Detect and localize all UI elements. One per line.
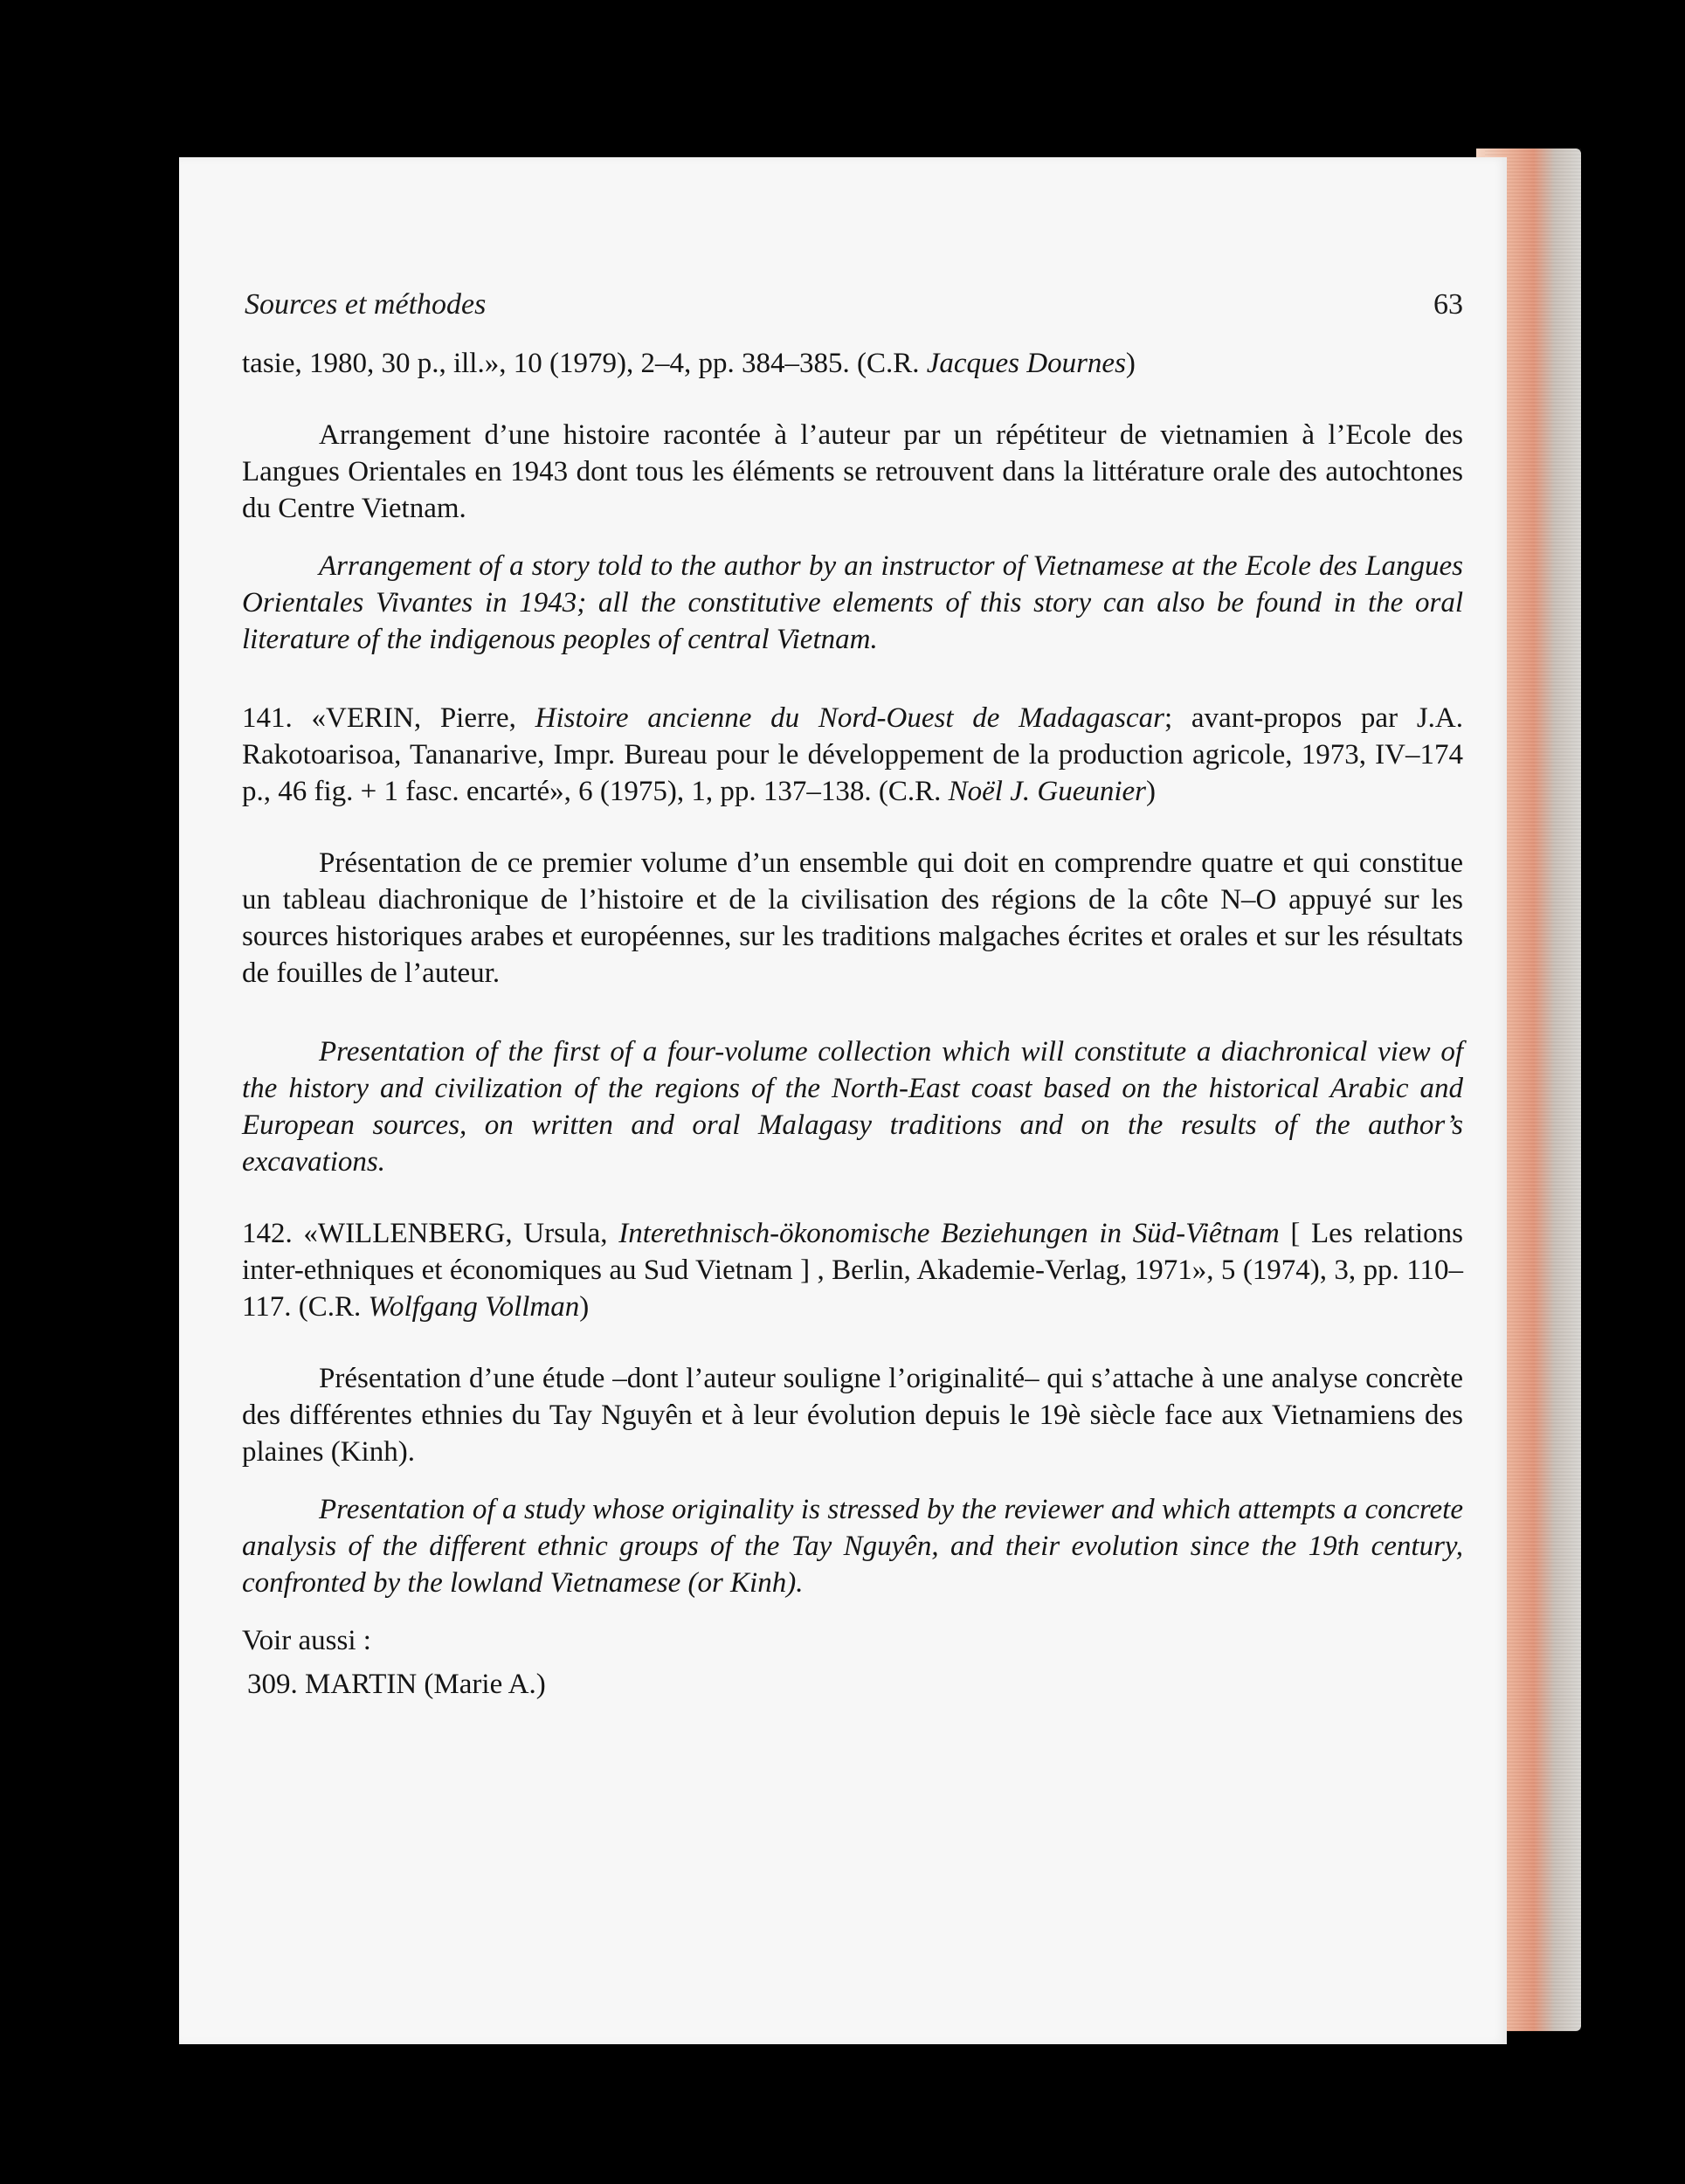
running-title: Sources et méthodes	[245, 288, 487, 321]
summary-english: Arrangement of a story told to the author by an instructor of Vietnamese at the Ecole des Langues Orientales Vivantes in 1943; all the constitutive elements of this story can also be found in the oral literature of the indigenous peoples of central Vietnam.	[242, 550, 1463, 655]
book-title: Histoire ancienne du Nord-Ouest de Madagascar	[535, 702, 1164, 734]
summary-french-142: Présentation d’une étude –dont l’auteur souligne l’originalité– qui s’attache à une analyse concrète des différentes ethnies du Tay Nguyên et à leur évolution depuis le 19è siècle face aux Vietnamiens des plaines (Kinh).	[242, 1363, 1463, 1468]
closing-paren: )	[579, 1291, 590, 1323]
page-body	[242, 345, 1463, 1703]
summary-english-141: Presentation of the first of a four-volume collection which will constitute a diachronical view of the history and civilization of the regions of the North-East coast based on the historical Arabic and European sources, on written and oral Malagasy traditions and on the results of the author’s excavations.	[242, 1036, 1463, 1178]
see-also-label: Voir aussi :	[242, 1625, 371, 1656]
entry-details: ; avant-propos par J.A. Rakotoarisoa, Tananarive, Impr. Bureau pour le développement de la production agricole, 1973, IV–174 p., 46 fig. + 1 fasc. encarté», 6 (1975), 1, pp. 137–138. (C.R.	[242, 702, 1463, 807]
book-page	[179, 157, 1507, 2044]
reviewer-name: Jacques Dournes	[926, 348, 1126, 379]
reviewer-name: Wolfgang Vollman	[368, 1291, 580, 1323]
page-number: 63	[1433, 288, 1463, 321]
entry-lead: 142. «WILLENBERG, Ursula,	[242, 1218, 619, 1249]
closing-paren: )	[1146, 776, 1156, 807]
book-title: Interethnisch-ökonomische Beziehungen in Süd-Viêtnam	[618, 1218, 1280, 1249]
summary-english-142: Presentation of a study whose originality is stressed by the reviewer and which attempts a concrete analysis of the different ethnic groups of the Tay Nguyên, and their evolution since the 19th century, confronted by the lowland Vietnamese (or Kinh).	[242, 1494, 1463, 1599]
closing-paren: )	[1125, 348, 1136, 379]
bibliography-entry-141	[242, 700, 1463, 810]
summary-french: Arrangement d’une histoire racontée à l’auteur par un répétiteur de vietnamien à l’Ecole des Langues Orientales en 1943 dont tous les éléments se retrouvent dans la littérature orale des autochtones du Centre Vietnam.	[242, 419, 1463, 524]
continued-entry-tail	[242, 345, 1463, 382]
entry-lead: 141. «VERIN, Pierre,	[242, 702, 535, 734]
bibliography-entry-142	[242, 1215, 1463, 1325]
see-also-item: 309. MARTIN (Marie A.)	[247, 1669, 546, 1700]
entry-details: [ Les relations inter-ethniques et économiques au Sud Vietnam ] , Berlin, Akademie-Verlag, 1971», 5 (1974), 3, pp. 110–117. (C.R.	[242, 1218, 1463, 1323]
summary-french-141: Présentation de ce premier volume d’un ensemble qui doit en comprendre quatre et qui constitue un tableau diachronique de l’histoire et de la civilisation des régions de la côte N–O appuyé sur les sources historiques arabes et européennes, sur les traditions malgaches écrites et orales et sur les résultats de fouilles de l’auteur.	[242, 847, 1463, 989]
entry-tail-text: tasie, 1980, 30 p., ill.», 10 (1979), 2–4, pp. 384–385. (C.R.	[242, 348, 927, 379]
running-header	[245, 288, 1463, 332]
reviewer-name: Noël J. Gueunier	[948, 776, 1146, 807]
